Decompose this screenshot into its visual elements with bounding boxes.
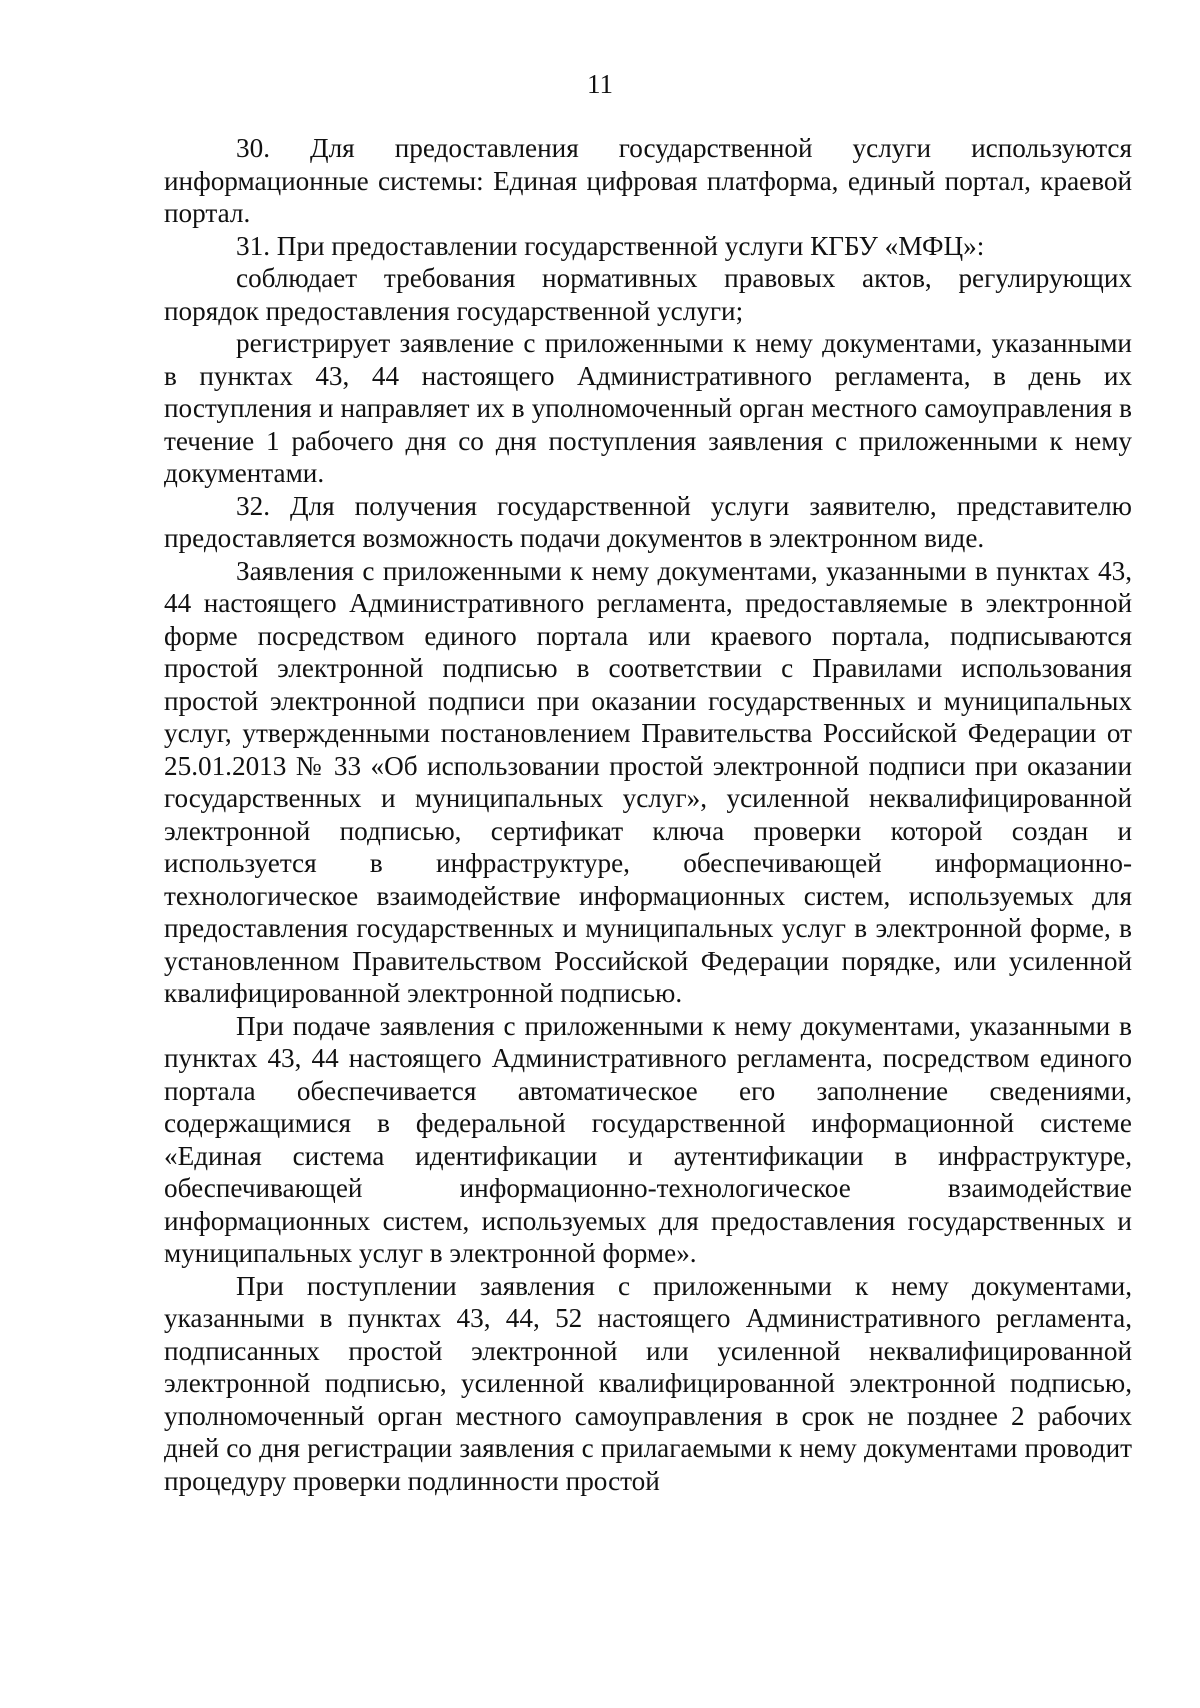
paragraph-31: 31. При предоставлении государственной услуги КГБУ «МФЦ»:	[236, 230, 985, 261]
paragraph-32: 32. Для получения государственной услуги заявителю, представителю предоставляется возможность подачи документов в электронном виде.	[164, 490, 1132, 553]
page-number: 11	[587, 69, 613, 99]
paragraph-32-autofill: При подаче заявления с приложенными к нему документами, указанными в пунктах 43, 44 настоящего Административного регламента, посредством единого портала обеспечивается автоматическое его заполнение сведениями, содержащимися в федеральной государственной информационной системе «Единая система идентификации и аутентификации в инфраструктуре, обеспечивающей информационно-технологическое взаимодействие информационных систем, используемых для предоставления государственных и муниципальных услуг в электронной форме».	[164, 1010, 1132, 1268]
paragraph-32-signatures: Заявления с приложенными к нему документами, указанными в пунктах 43, 44 настоящего Административного регламента, предоставляемые в электронной форме посредством единого портала или краевого портала, подписываются простой электронной подписью в соответствии с Правилами использования простой электронной подписи при оказании государственных и муниципальных услуг, утвержденными постановлением Правительства Российской Федерации от 25.01.2013 № 33 «Об использовании простой электронной подписи при оказании государственных и муниципальных услуг», усиленной неквалифицированной электронной подписью, сертификат ключа проверки которой создан и используется в инфраструктуре, обеспечивающей информационно-технологическое взаимодействие информационных систем, используемых для предоставления государственных и муниципальных услуг в электронной форме, в установленном Правительством Российской Федерации порядке, или усиленной квалифицированной электронной подписью.	[164, 555, 1132, 1008]
paragraph-30: 30. Для предоставления государственной услуги используются информационные системы: Единая цифровая платформа, единый портал, краевой портал.	[164, 133, 1132, 228]
paragraph-32-verification: При поступлении заявления с приложенными к нему документами, указанными в пунктах 43, 44, 52 настоящего Административного регламента, подписанных простой электронной или усиленной неквалифицированной электронной подписью, усиленной квалифицированной электронной подписью, уполномоченный орган местного самоуправления в срок не позднее 2 рабочих дней со дня регистрации заявления с прилагаемыми к нему документами проводит процедуру проверки подлинности простой	[164, 1270, 1132, 1496]
paragraph-31-item-1: соблюдает требования нормативных правовых актов, регулирующих порядок предоставления государственной услуги;	[164, 263, 1132, 326]
document-body	[164, 132, 1132, 1497]
paragraph-31-item-2: регистрирует заявление с приложенными к нему документами, указанными в пунктах 43, 44 настоящего Административного регламента, в день их поступления и направляет их в уполномоченный орган местного самоуправления в течение 1 рабочего дня со дня поступления заявления с приложенными к нему документами.	[164, 328, 1132, 488]
